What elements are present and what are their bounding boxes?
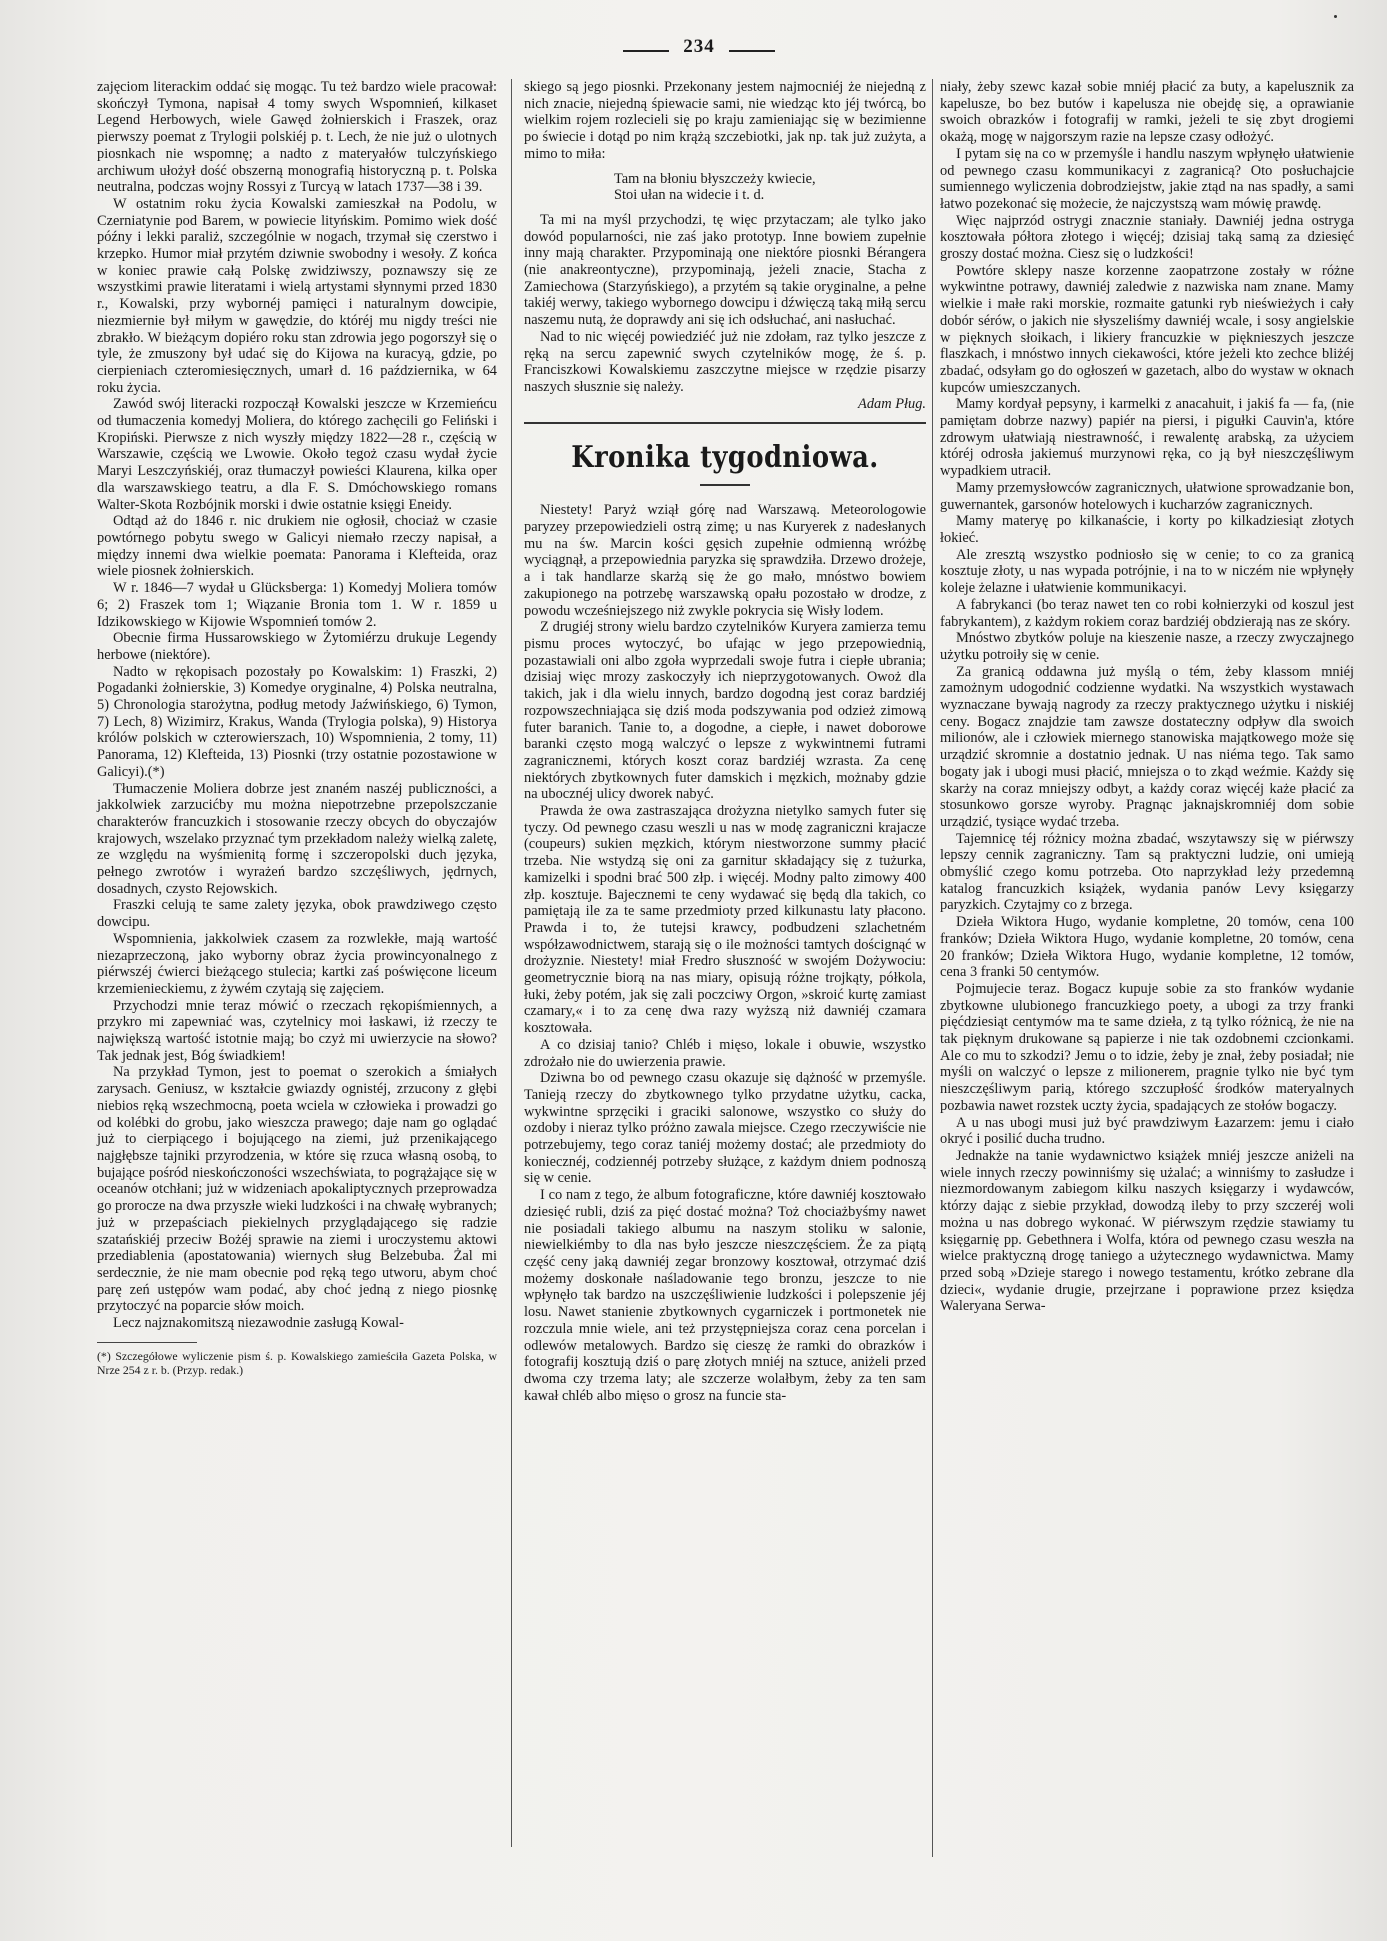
paragraph: Dzieła Wiktora Hugo, wydanie kompletne, 20 tomów, cena 100 franków; Dzieła Wiktora Hugo, wydanie kompletne, 20 tomów, cena 20 franków; Dzieła Wiktora Hugo, wydanie kompletne, 12 tomów, cena 3 franki 50 centymów. xyxy=(940,914,1354,981)
page-header xyxy=(0,30,1387,64)
paragraph: Mnóstwo zbytków poluje na kieszenie nasze, a rzeczy zwyczajnego użytku potroiły się w cenie. xyxy=(940,630,1354,663)
paragraph: Mamy przemysłowców zagranicznych, ułatwione sprowadzanie bon, guwernantek, garsonów hotelowych i kucharzów zagranicznych. xyxy=(940,479,1354,513)
paragraph: Zawód swój literacki rozpoczął Kowalski jeszcze w Krzemieńcu od tłumaczenia komedyj Moliera, do którego zachęcili go Feliński i Kropiński. Pierwsze z nich wyszły między 1822—28 r., częścią w Warszawie, częścią we Lwowie. Około tegoż czasu wydał życie Maryi Leszczyńskiéj, oraz tłumaczył powieści Klaurena, kilka oper dla warszawskiego teatru, a dla F. S. Dmóchowskiego romans Walter-Skota Rozbójnik morski i dwie ostatnie księgi Eneidy. xyxy=(97,396,497,513)
author-signature: Adam Pług. xyxy=(858,395,926,412)
paragraph: Odtąd aż do 1846 r. nic drukiem nie ogłosił, chociaż w czasie powtórnego pobytu swego w Galicyi niemało rzeczy napisał, a między innemi dwa wielkie poemata: Panorama i Klefteida, oraz wiele piosnek żołnierskich. xyxy=(97,513,497,580)
paragraph: Ale zresztą wszystko podniosło się w cenie; to co za granicą kosztuje złoty, u nas wypada potrójnie, i na to w niczém nie wpłynęły koleje żelazne i ułatwienie kommunikacyi. xyxy=(940,546,1354,597)
page-number: 234 xyxy=(683,36,715,57)
print-speck xyxy=(1334,15,1337,18)
paragraph: Ta mi na myśl przychodzi, tę więc przytaczam; ale tylko jako dowód popularności, nie zaś jako prototyp. Inne bowiem zupełnie inny mają charakter. Przypominają one niektóre piosnki Bérangera (nie anakreontyczne), przypominają, jeżeli znacie, Stacha z Zamiechowa (Starzyńskiego), a przytém są takie oryginalne, a pełne takiéj werwy, takiego wybornego dowcipu i dźwięczą taką miłą sercu naszemu nutą, że doprawdy ani się ich odsłuchać, ani nasłuchać. xyxy=(524,211,926,329)
paragraph: Obecnie firma Hussarowskiego w Żytomiérzu drukuje Legendy herbowe (niektóre). xyxy=(97,630,497,663)
title-underline xyxy=(700,484,750,486)
paragraph: Powtóre sklepy nasze korzenne zaopatrzone zostały w różne wykwintne potrawy, dawniéj zaledwie z nazwiska nam znane. Mamy wielkie i małe raki morskie, rozmaite gatunki ryb nieświeżych i cały dobór sérów, o jakich nie słyszeliśmy dawniéj wcale, i sosy angielskie w pięknych słoikach, i likiery francuzkie w pięknieszych jeszcze flaszkach, i mnóstwo innych ciekawości, które jeżeli kto zechce bliżéj zbadać, odsyłam go do ogłoszeń w gazetach, albo do wystaw w oknach kupców umieszczanych. xyxy=(940,262,1354,396)
paragraph: Prawda że owa zastraszająca drożyzna nietylko samych futer się tyczy. Od pewnego czasu weszli u nas w modę zagraniczni krajacze (coupeurs) sukien męzkich, którym niestworzone summy płacić trzeba. Nie wstydzą się oni za garnitur składający się z tużurka, kamizelki i spodni brać 500 złp. i więcéj. Modny palto zimowy 400 złp. kosztuje. Bajecznemi te ceny wydawać się będą dla takich, co pamiętają ile za te same przedmioty przed kilkunastu laty płacono. Prawda i to, że tutejsi krawcy, podbudzeni szlachetném współzawodnictwem, starają się o ile możności tamtych doścignąć w drożyznie. Niestety! miał Fredro słuszność w swojém Dożywociu: geometrycznie biorą na nas miary, opisują różne trojkąty, półkola, łuki, żeby potém, jak się zali poczciwy Orgon, »skroić kurtę zamiast czamary,« i to za cenę dwa razy wyższą niż dawniéj czamara kosztowała. xyxy=(524,803,926,1037)
header-rule-right xyxy=(729,50,775,52)
verse-line: Tam na błoniu błyszczeży kwiecie, xyxy=(614,170,816,187)
paragraph: A co dzisiaj tanio? Chléb i mięso, lokale i obuwie, wszystko zdrożało nie do uwierzenia prawie. xyxy=(524,1036,926,1070)
paragraph: Za granicą oddawna już myślą o tém, żeby klassom mniéj zamożnym udogodnić codzienne wydatki. Na wszystkich wystawach wyznaczane bywają nagrody za rzeczy praktycznego użytku i niskiéj ceny. Bogacz znajdzie tam zawsze dostateczny odpływ dla swoich milionów, ale i człowiek miernego stanowiska majątkowego może się urządzić skromnie a dostatnio jednak. U nas niéma tego. Tak samo bogaty jak i ubogi musi płacić, mniejsza o to zkąd weźmie. Każdy się skarży na coraz mniejszy odbyt, a każdy coraz więcéj każe płacić za stosunkowo gorsze wyroby. Pragnąc jaknajskromniéj dom sobie urządzić, tysiące wydać trzeba. xyxy=(940,663,1354,830)
paragraph: niały, żeby szewc kazał sobie mniéj płacić za buty, a kapelusznik za kapelusze, bo bez butów i kapelusza nie obejdę się, a oprawianie swoich obrazków i fotografij w ramki, jeżeli te się zbyt drogiemi okażą, mogę w najgorszym razie na lepsze czasy odłożyć. xyxy=(940,79,1354,146)
section-title: Kronika tygodniowa. xyxy=(571,440,879,476)
paragraph: Więc najprzód ostrygi znacznie staniały. Dawniéj jedna ostryga kosztowała półtora złotego i więcéj; dzisiaj taką samą za dziesięć groszy dostać można. Ciesz się o ludzkości! xyxy=(940,212,1354,263)
paragraph: Fraszki celują te same zalety języka, obok prawdziwego często dowcipu. xyxy=(97,897,497,931)
paragraph: I pytam się na co w przemyśle i handlu naszym wpłynęło ułatwienie od pewnego czasu kommunikacyi z zagranicą? Oto posłuchajcie sumiennego wyliczenia dobrodziejstw, jakie ztąd na nas spadły, a sami łatwo pozekonać się możecie, że najczystszą wam mówię prawdę. xyxy=(940,145,1354,212)
paragraph: A fabrykanci (bo teraz nawet ten co robi kołnierzyki od koszul jest fabrykantem), z każdym rokiem coraz bardziéj obdzierają nas ze skóry. xyxy=(940,596,1354,630)
footnote: (*) Szczegółowe wyliczenie pism ś. p. Kowalskiego zamieściła Gazeta Polska, w Nrze 254 z r. b. (Przyp. redak.) xyxy=(97,1348,497,1377)
paragraph: Pojmujecie teraz. Bogacz kupuje sobie za sto franków wydanie zbytkowne ulubionego francuzkiego poety, a ubogi za trzy franki pięćdziesiąt centymów ma te same dzieła, z tą tylko różnicą, że nie na tak pięknym drukowane są papierze i nie tak ozdobnemi czcionkami. Ale co mu to szkodzi? Jemu o to idzie, żeby je znał, żeby posiadał; nie myśli on walczyć o lepsze z milionerem, pragnie tylko nie być tym nieszczęśliwym parią, którego szczupłość środków materyalnych pozbawia nawet rozstek uczty życia, spadających ze stołów bogaczy. xyxy=(940,980,1354,1114)
paragraph: Niestety! Paryż wziął górę nad Warszawą. Meteorologowie paryzey przepowiedzieli ostrą zimę; u nas Kuryerek z nadesłanych mu na św. Marcin kości gęsich zupełnie odmienną wróżbę wyciągnął, a przepowiednia paryzka się sprawdziła. Drzewo drożeje, a i tak handlarze skarżą się że go mało, mnóstwo bowiem zakupionego na potrzebę warszawską opału pozostało w drodze, z powodu wcześniejszego niż zwykle pokrycia się Wisły lodem. xyxy=(524,502,926,619)
paragraph: skiego są jego piosnki. Przekonany jestem najmocniéj że niejedną z nich znacie, niejedną śpiewacie sami, nie wiedząc kto jéj twórcą, bo wielkim rojem rozlecieli się po kraju zamieniając się w bezimienne po świecie i dotąd po nim krążą szczebiotki, jak np. tak już zużyta, a mimo to miła: xyxy=(524,79,926,162)
verse-quote xyxy=(614,171,926,204)
header-rule-left xyxy=(623,50,669,52)
paragraph: zajęciom literackim oddać się mogąc. Tu też bardzo wiele pracował: skończył Tymona, napisał 4 tomy swych Wspomnień, kilkaset Legend Herbowych, wiele Gawęd żołnierskich i Fraszek, oraz pierwszy poemat z Trylogii polskiéj p. t. Lech, że nie już o ulotnych piosnkach nie wspomnę; a nadto z materyałów tulczyńskiego archiwum ułożył dość obszerną monografią historyczną p. t. Polska neutralna, podczas wojny Rossyi z Turcyą w latach 1737—38 i 39. xyxy=(97,79,497,196)
section-divider xyxy=(524,422,926,424)
footnote-rule xyxy=(97,1342,197,1343)
column-middle xyxy=(524,79,926,1404)
column-right xyxy=(940,79,1354,1315)
paragraph: Na przykład Tymon, jest to poemat o szerokich a śmiałych zarysach. Geniusz, w kształcie gwiazdy ognistéj, zrzucony z głębi niebios ręką wszechmocną, poeta wciela w człowieka i prowadzi go od kolébki do grobu, jako wieszcza prawego; daje nam go oglądać już to cierpiącego i bojującego na ziemi, już przenikającego najgłębsze tajniki przyrodzenia, w które się rzuca własną osobą, to bujające pośród nieskończoności wszechświata, to pogrążające się w oceanów otchłani; już w widzeniach apokaliptycznych przeprowadza go prorocze na dwa przyszłe wieki ludzkości i na chwałę wybranych; już w przepaściach piekielnych przyglądającego się radzie szatańskiéj przeciw Bożéj sprawie na ziemi i uroczystemu aktowi przediablenia (apostatowania) wiernych sług Belzebuba. Żal mi serdecznie, że nie mam obecnie pod ręką tego utworu, abym choć parę zeń ustępów wam podać, aby choć jedną z niego piosnkę przytoczyć na poparcie słów moich. xyxy=(97,1064,497,1315)
paragraph: I co nam z tego, że album fotograficzne, które dawniéj kosztowało dziesięć rubli, dziś za pięć dostać można? Toż chociażbyśmy nawet nie posiadali takiego albumu na naszym stoliku w salonie, niewielkiémby to dla nas było jeszcze nieszczęściem. Że za piątą część ceny jaką dawniéj zegar bronzowy kosztował, otrzymać dziś możemy doskonałe naśladowanie tego bronzu, jeszcze to nie wpłynęło tak bardzo na uszczęśliwienie ludzkości i polepszenie jéj losu. Nawet stanienie zbytkownych cygarniczek i portmonetek nie rozczula mnie wiele, ani też przystępniejsza coraz cena porcelan i odlewów metalowych. Bardzo się cieszę że ramki do obrazków i fotografij kosztują dziś o parę złotych mniéj na sztuce, aniżeli przed dwoma czy trzema laty; ale szczerze wolałbym, żeby za ten sam kawał chléb albo mięso o grosz na funcie sta- xyxy=(524,1187,926,1404)
paragraph: Mamy kordyał pepsyny, i karmelki z anacahuit, i jakiś fa — fa, (nie pamiętam dobrze nazwy) papiér na piersi, i pigułki Cauvin'a, które zdrowym ułatwiają niestrawność, i rewalentę arabską, za użyciem któréj odrosła jakiemuś murzynowi ręka, co ją był nieszczęśliwym wypadkiem utracił. xyxy=(940,396,1354,480)
paragraph: Tajemnicę téj różnicy można zbadać, wszytawszy się w piérwszy lepszy cennik zagraniczny. Tam są praktyczni ludzie, oni umieją obmyślić czego komu potrzeba. Oto naprzykład leży przedemną katalog francuzkich książek, wydania panów Levy księgarzy paryzkich. Czytajmy co z brzega. xyxy=(940,830,1354,914)
paragraph: Z drugiéj strony wielu bardzo czytelników Kuryera zamierza temu pismu proces wytoczyć, bo ufając w jego przepowiednią, pozastawiali oni albo zgoła wyprzedali swoje futra i ciepłe ubrania; dzisiaj więc mrozy zaskoczyły ich nieprzygotowanych. Owoż dla takich, jak i dla wielu innych, bardzo dogodną jest coraz bardziéj rozpowszechniająca się dziś moda podszywania pod odzież zimową futer baranich. Tanie to, a dogodne, a ciepłe, i nawet doborowe baranki często mogą walczyć o lepsze z wykwintnemi futrami zagranicznemi, których koszt coraz bardziéj wzrasta. Za cenę niektórych zbytkownych futer damskich i męzkich, możnaby gdzie na ubocznéj ulicy dworek nabyć. xyxy=(524,619,926,803)
paragraph: A u nas ubogi musi już być prawdziwym Łazarzem: jemu i ciało okryć i posilić ducha trudno. xyxy=(940,1114,1354,1148)
paragraph: Jednakże na tanie wydawnictwo książek mniéj jeszcze aniżeli na wiele innych rzeczy powinniśmy się użalać; a winniśmy to zasłudze i niezmordowanym zabiegom kilku naszych księgarzy i wydawców, którzy dając z siebie przykład, dowodzą ileby to przy szczeréj woli można u nas dobrego wykonać. W piérwszym rzędzie stawiamy tu księgarnię pp. Gebethnera i Wolfa, która od pewnego czasu weszła na wielce praktyczną drogę taniego a użytecznego wydawnictwa. Mamy przed sobą »Dzieje starego i nowego testamentu, krótko zebrane dla dzieci«, wydanie drugie, przejrzane i poprawione przez księdza Waleryana Serwa- xyxy=(940,1148,1354,1315)
column-divider xyxy=(511,79,512,1847)
paragraph: Przychodzi mnie teraz mówić o rzeczach rękopiśmiennych, a przykro mi zapewniać was, czytelnicy moi łaskawi, iż rzeczy te największą wartość istotnie mają; bo czyż mi uwierzycie na słowo? Tak jednak jest, Bóg świadkiem! xyxy=(97,997,497,1064)
paragraph: Tłumaczenie Moliera dobrze jest znaném naszéj publiczności, a jakkolwiek zarzucićby mu można niepotrzebne przepolszczanie charakterów francuzkich i stosowanie rzeczy obcych do obyczajów krajowych, wszelako przyznać tym przekładom należy wielką zaletę, ze względu na wyśmienitą formę i szczeropolski duch języka, pełnego zwrotów i wyrażeń bardzo szczęśliwych, jędrnych, dosadnych, czysto Rejowskich. xyxy=(97,780,497,897)
paragraph: Nadto w rękopisach pozostały po Kowalskim: 1) Fraszki, 2) Pogadanki żołnierskie, 3) Komedye oryginalne, 4) Polska neutralna, 5) Chronologia starożytna, podług metody Jaźwińskiego, 6) Tymon, 7) Lech, 8) Wizimirz, Krakus, Wanda (Trylogia polska), 9) Historya królów polskich w czterowierszach, 10) Wspomnienia, 2 tomy, 11) Panorama, 12) Klefteida, 13) Piosnki (trzy ostatnie pozostawione w Galicyi).(*) xyxy=(97,663,497,780)
verse-line: Stoi ułan na widecie i t. d. xyxy=(614,187,765,204)
paragraph: Lecz najznakomitszą niezawodnie zasługą Kowal- xyxy=(113,1315,404,1332)
paragraph: Wspomnienia, jakkolwiek czasem za rozwlekłe, mają wartość niezaprzeczoną, jako wyborny obraz życia prowincyonalnego z piérwszéj ćwierci bieżącego stulecia; kartki zaś poświęcone liceum krzemienieckiemu, z żywém czytają się zajęciem. xyxy=(97,930,497,997)
paragraph: Mamy materyę po kilkanaście, i korty po kilkadziesiąt złotych łokieć. xyxy=(940,513,1354,546)
paragraph: Nad to nic więcéj powiedziéć już nie zdołam, raz tylko jeszcze z ręką na sercu zapewnić swych czytelników mogę, że ś. p. Franciszkowi Kowalskiemu zaszczytne miejsce w rzędzie pisarzy naszych słusznie się należy. xyxy=(524,328,926,395)
paragraph: W ostatnim roku życia Kowalski zamieszkał na Podolu, w Czerniatynie pod Barem, w powiecie lityńskim. Pomimo wiek dość późny i lekki paraliż, szczególnie w nogach, trzymał się czerstwo i krzepko. Humor miał przytém dziwnie swobodny i wesoły. Z końca w koniec prawie całą Polskę zwidziwszy, poznawszy się ze wszystkimi prawie literatami i wielą artystami słynnymi przed 1830 r., Kowalski, przy wybornéj pamięci i naturalnym dowcipie, niezmiernie był miłym w gawędzie, do któréj mu nigdy treści nie zbrakło. W bieżącym dopiéro roku stan zdrowia jego pogorszył się o tyle, że zmuszony był udać się do Kijowa na kuracyą, gdzie, po cierpieniach czteromiesięcznych, umarł d. 16 października, w 64 roku życia. xyxy=(97,195,497,396)
column-divider xyxy=(932,79,933,1857)
paragraph: Dziwna bo od pewnego czasu okazuje się dążność w przemyśle. Tanieją rzeczy do zbytkownego tylko przydatne użytku, cacka, wykwintne sprzęciki i graciki salonowe, wszystko co służy do ozdoby i nieraz tylko próżno zawala miejsce. Czego rzeczywiście nie potrzebujemy, tego coraz taniéj możemy dostać; ale przedmioty do koniecznéj, codziennéj potrzeby służące, z każdym dniem podnoszą się w cenie. xyxy=(524,1070,926,1187)
paragraph: W r. 1846—7 wydał u Glücksberga: 1) Komedyj Moliera tomów 6; 2) Fraszek tom 1; Wiązanie Bronia tom 1. W r. 1859 u Idzikowskiego w Kijowie Wspomnień tomów 2. xyxy=(97,580,497,630)
column-left xyxy=(97,79,497,1377)
